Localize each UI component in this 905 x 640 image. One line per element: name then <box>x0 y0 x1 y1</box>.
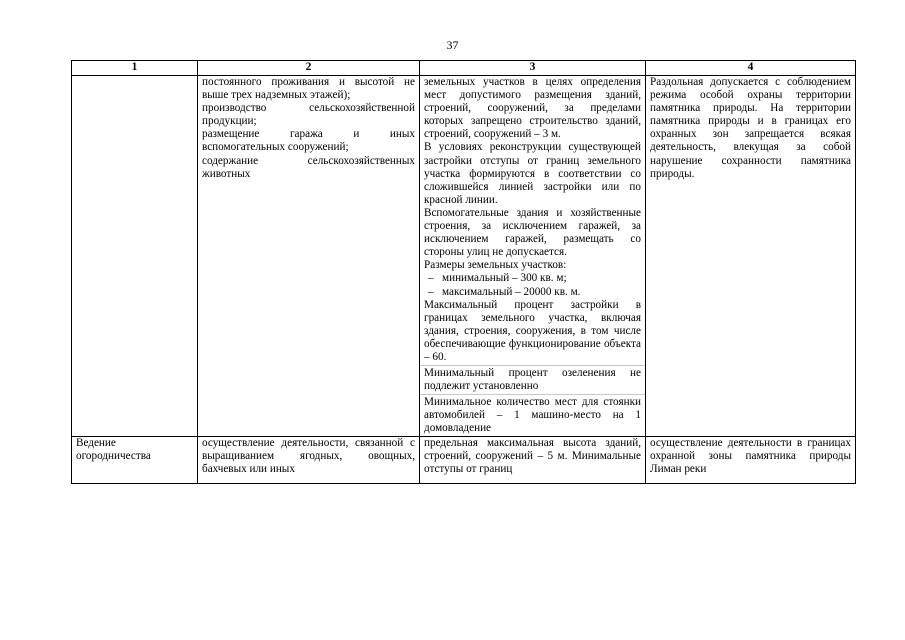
plot-size-min-text: минимальный – 300 кв. м; <box>442 272 567 285</box>
row1-restrictions-cell <box>646 76 856 437</box>
table-header-row <box>72 61 856 76</box>
plot-sizes-heading: Размеры земельных участков: <box>424 259 567 272</box>
column-header-4: 4 <box>646 61 856 76</box>
parking-paragraph: Минимальное количество мест для стоянки автомобилей – 1 машино-место на 1 домовладение <box>424 396 641 435</box>
regulations-table <box>71 60 856 484</box>
plot-size-max-text: максимальный – 20000 кв. м. <box>442 285 581 298</box>
building-coverage-paragraph: Максимальный процент застройки в границах земельного участка, включая здания, строения, сооружения, в том числе обеспечивающие функционирование объекта – 60. <box>424 298 641 363</box>
permitted-use-text: осуществление деятельности, связанной с выращиванием ягодных, овощных, бахчевых или иных <box>202 436 415 475</box>
column-header-2: 2 <box>198 61 420 76</box>
row2-parameters-cell <box>420 436 646 483</box>
permitted-use-item: производство сельскохозяйственной продукции; <box>202 102 415 128</box>
row2-restrictions-cell <box>646 436 856 483</box>
row2-use-name-cell <box>72 436 198 483</box>
auxiliary-buildings-paragraph: Вспомогательные здания и хозяйственные строения, за исключением гаражей, за исключением гаражей, размещать со стороны улиц не допускается. <box>424 206 641 259</box>
table-row <box>72 76 856 437</box>
row1-permitted-uses-cell <box>198 76 420 437</box>
setback-paragraph: земельных участков в целях определения мест допустимого размещения зданий, строений, сооружений, за пределами которых запрещено строительство зданий, строений, сооружений – 3 м. <box>424 76 641 141</box>
row1-parameters-cell <box>420 76 646 437</box>
row1-col1-cell <box>72 76 198 437</box>
column-header-3: 3 <box>420 61 646 76</box>
restrictions-text: осуществление деятельности в границах охранной зоны памятника природы Лиман реки <box>650 436 851 475</box>
divider <box>420 394 645 395</box>
page-number: 37 <box>446 38 459 52</box>
plot-size-max-item: – максимальный – 20000 кв. м. <box>428 285 581 298</box>
table-row <box>72 436 856 483</box>
row2-permitted-uses-cell <box>198 436 420 483</box>
plot-size-min-item: – минимальный – 300 кв. м; <box>428 272 567 285</box>
column-header-1: 1 <box>72 61 198 76</box>
landscaping-paragraph: Минимальный процент озеленения не подлежит установленно <box>424 367 641 393</box>
parameters-text: предельная максимальная высота зданий, строений, сооружений – 5 м. Минимальные отступы от границ <box>424 436 641 475</box>
permitted-use-item: содержание сельскохозяйственных животных <box>202 154 415 180</box>
restrictions-text: Раздольная допускается с соблюдением режима особой охраны территории памятника природы. На территории памятника природы и в границах его охранных зон запрещается всякая деятельность, влекущая за собой нарушение сохранности памятника природы. <box>650 76 851 180</box>
use-name-text: Ведение огородничества <box>76 436 151 462</box>
permitted-use-item: размещение гаража и иных вспомогательных сооружений; <box>202 128 415 154</box>
divider <box>420 365 645 366</box>
reconstruction-paragraph: В условиях реконструкции существующей застройки отступы от границ земельного участка формируются в соответствии со сложившейся линией застройки или по красной линии. <box>424 141 641 206</box>
permitted-use-item: постоянного проживания и высотой не выше трех надземных этажей); <box>202 76 415 102</box>
